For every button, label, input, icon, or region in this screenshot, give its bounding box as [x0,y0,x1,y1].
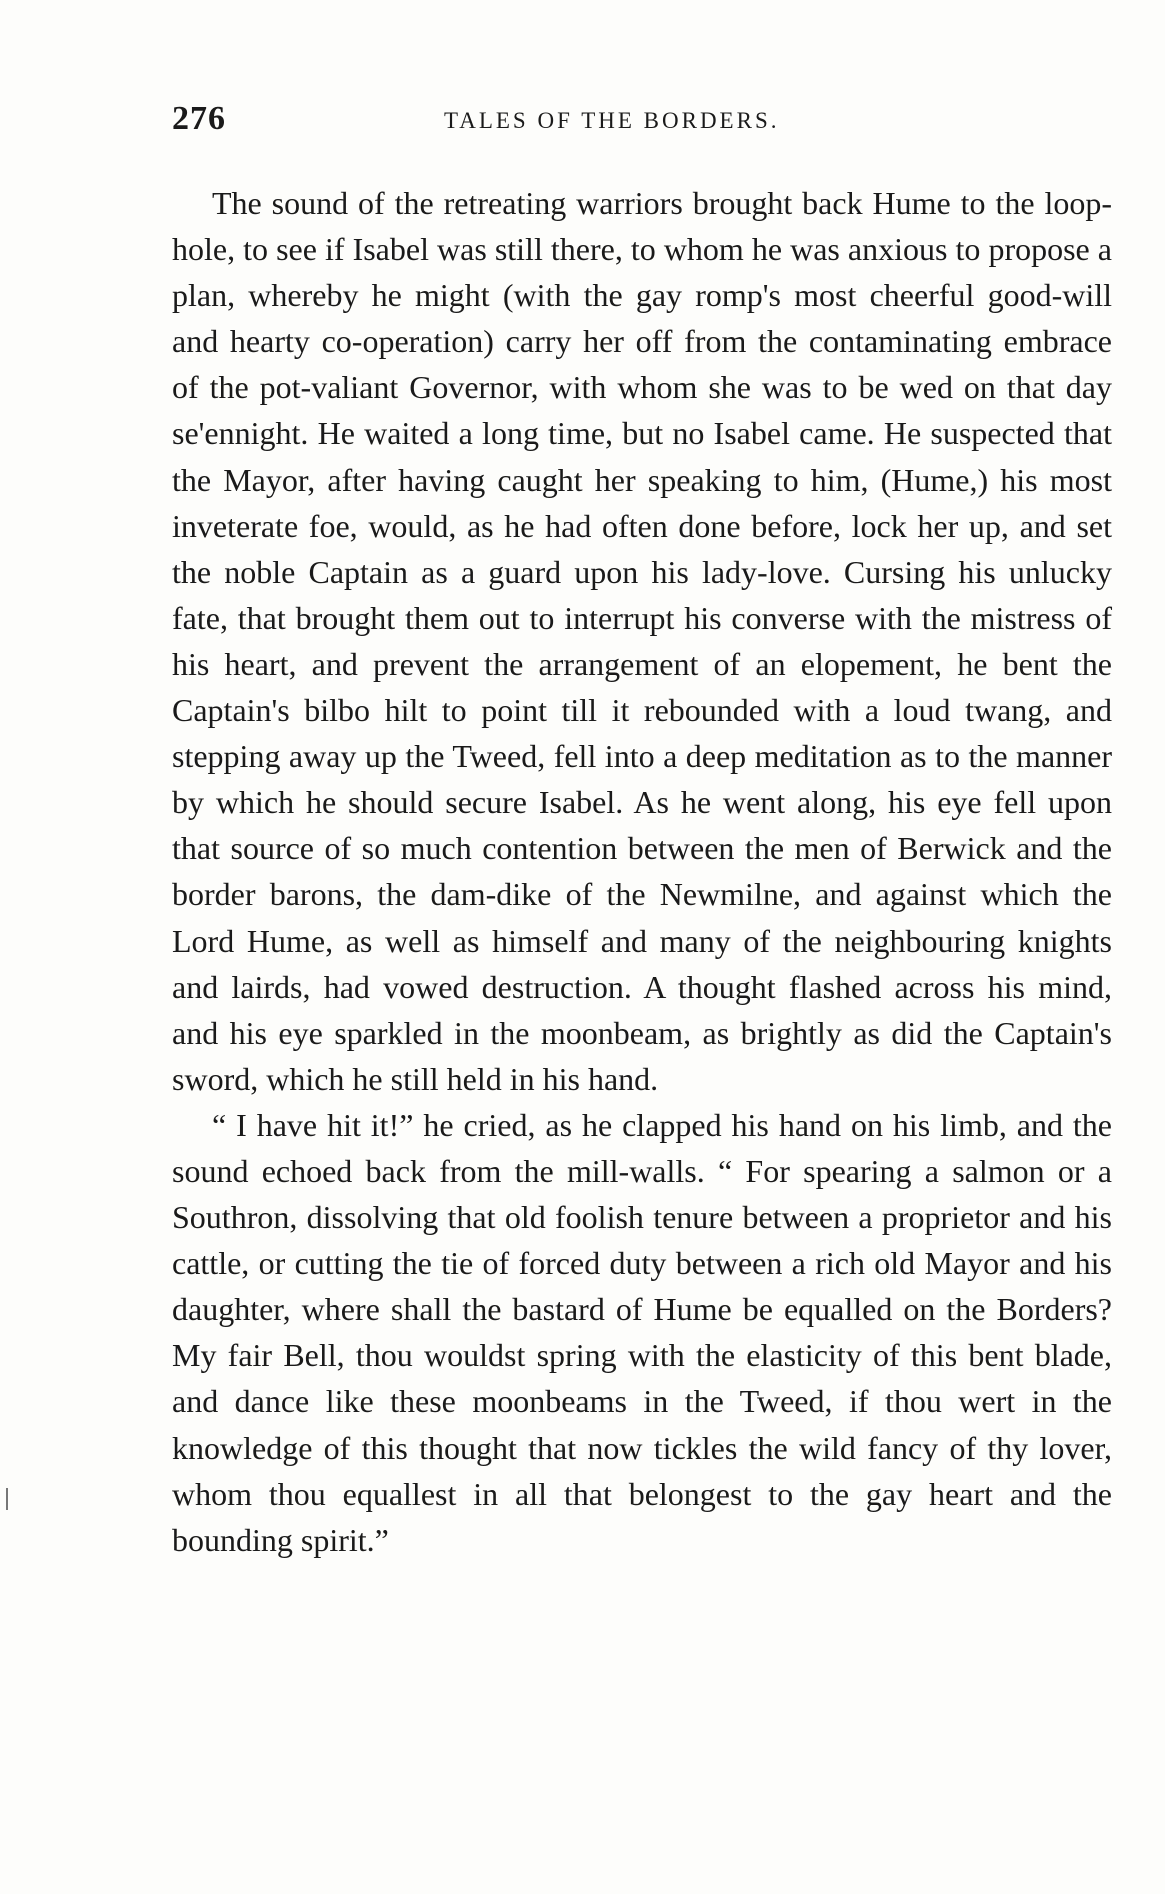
margin-mark [6,1488,8,1510]
page-header [172,100,1112,144]
paragraph: The sound of the retreating warriors brought back Hume to the loop-hole, to see if Isabel was still there, to whom he was anxious to propose a plan, whereby he might (with the gay romp's most cheerful good-will and hearty co-operation) carry her off from the contaminating embrace of the pot-valiant Governor, with whom she was to be wed on that day se'ennight. He waited a long time, but no Isabel came. He suspected that the Mayor, after having caught her speaking to him, (Hume,) his most inveterate foe, would, as he had often done before, lock her up, and set the noble Captain as a guard upon his lady-love. Cursing his unlucky fate, that brought them out to interrupt his converse with the mistress of his heart, and prevent the arrangement of an elopement, he bent the Captain's bilbo hilt to point till it rebounded with a loud twang, and stepping away up the Tweed, fell into a deep meditation as to the manner by which he should secure Isabel. As he went along, his eye fell upon that source of so much contention between the men of Berwick and the border barons, the dam-dike of the Newmilne, and against which the Lord Hume, as well as himself and many of the neighbouring knights and lairds, had vowed destruction. A thought flashed across his mind, and his eye sparkled in the moonbeam, as brightly as did the Captain's sword, which he still held in his hand. [172,185,1112,1097]
page-number: 276 [172,100,226,137]
body-text [172,180,1112,1563]
running-head: TALES OF THE BORDERS. [444,108,780,133]
paragraph: “ I have hit it!” he cried, as he clapped his hand on his limb, and the sound echoed back from the mill-walls. “ For spearing a salmon or a Southron, dissolving that old foolish tenure between a proprietor and his cattle, or cutting the tie of forced duty between a rich old Mayor and his daughter, where shall the bastard of Hume be equalled on the Borders? My fair Bell, thou wouldst spring with the elasticity of this bent blade, and dance like these moonbeams in the Tweed, if thou wert in the knowledge of this thought that now tickles the wild fancy of thy lover, whom thou equallest in all that belongest to the gay heart and the bounding spirit.” [172,1106,1112,1558]
